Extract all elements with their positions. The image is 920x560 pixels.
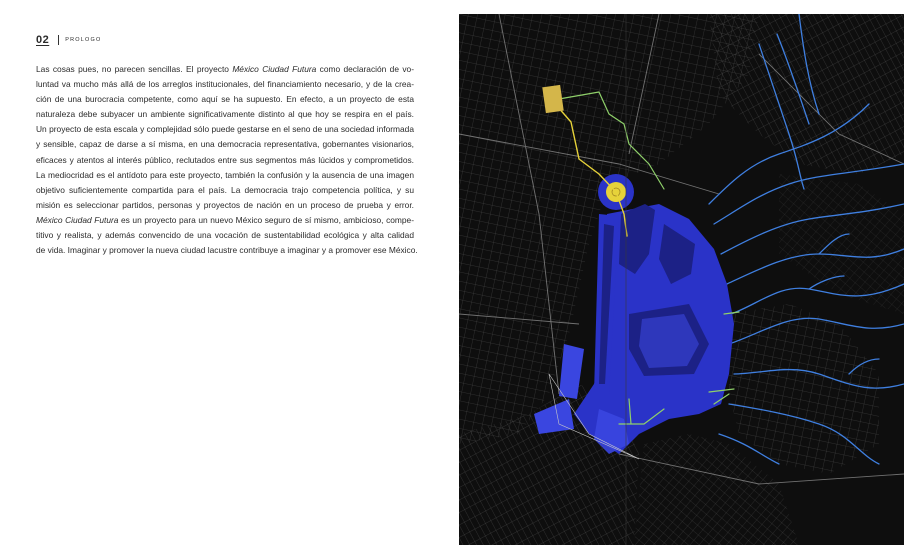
text-segment: es un proyecto para un nuevo México seguro de sí mismo, ambicioso, compe- [118, 214, 414, 225]
text-segment: Las cosas pues, no parecen sencillas. El proyecto [36, 64, 233, 74]
italic-title: México Ciudad Futura [36, 214, 119, 225]
text-line [36, 183, 414, 198]
city-plan-map [459, 14, 904, 545]
text-segment: luntad va mucho más allá de los arreglos institucionales, del financiamiento necesario, y de la crea- [36, 79, 414, 90]
text-line [36, 107, 414, 122]
body-paragraph [36, 62, 418, 258]
text-segment: eficaces y atentos al interés público, reclutados entre sus segmentos más lúcidos y comprometidos. [36, 154, 414, 165]
section-title: PROLOGO [65, 37, 102, 43]
text-segment: de vida. Imaginar y promover la nueva ciudad lacustre contribuye a imaginar y a promover ese México. [36, 245, 418, 256]
text-segment: y sensible, capaz de darse a sí misma, en una democracia representativa, gobernantes visionarios, [36, 139, 414, 150]
text-segment: titivo y realista, y además convencido de una vocación de sustentabilidad ecológica y alta calidad [36, 230, 414, 241]
text-segment: La mediocridad es el antídoto para este proyecto, también la confusión y la ausencia de una imagen [36, 169, 414, 180]
header-divider [58, 35, 59, 45]
text-segment: como declaración de vo- [316, 64, 414, 74]
airport-parcel [542, 85, 563, 113]
text-line [36, 213, 414, 228]
text-line [36, 168, 414, 183]
text-segment: ción de una burocracia competente, como aquí se ha supuesto. En efecto, a un proyecto de esta [36, 94, 414, 105]
map-illustration [459, 14, 904, 545]
page-header [36, 34, 101, 46]
text-line [36, 228, 414, 243]
text-segment: naturaleza debe subyacer un ambiente significativamente distinto al que hoy se respira en el país. [36, 109, 414, 120]
text-segment: objetivo suficientemente compartida para el país. La democracia trajo competencia política, y su [36, 184, 414, 195]
text-line [36, 137, 414, 152]
text-line [36, 77, 414, 92]
text-line [36, 122, 414, 137]
italic-title: México Ciudad Futura [232, 64, 317, 74]
page-number: 02 [36, 34, 50, 46]
text-line [36, 198, 414, 213]
text-segment: Un proyecto de esta escala y complejidad sólo puede gestarse en el seno de una sociedad informada [36, 124, 414, 135]
text-line [36, 92, 414, 107]
text-segment: misión es seleccionar partidos, personas y proyectos de nación en un proceso de prueba y error. [36, 199, 414, 210]
text-line [36, 153, 414, 168]
text-line [36, 62, 414, 77]
text-line [36, 243, 418, 258]
